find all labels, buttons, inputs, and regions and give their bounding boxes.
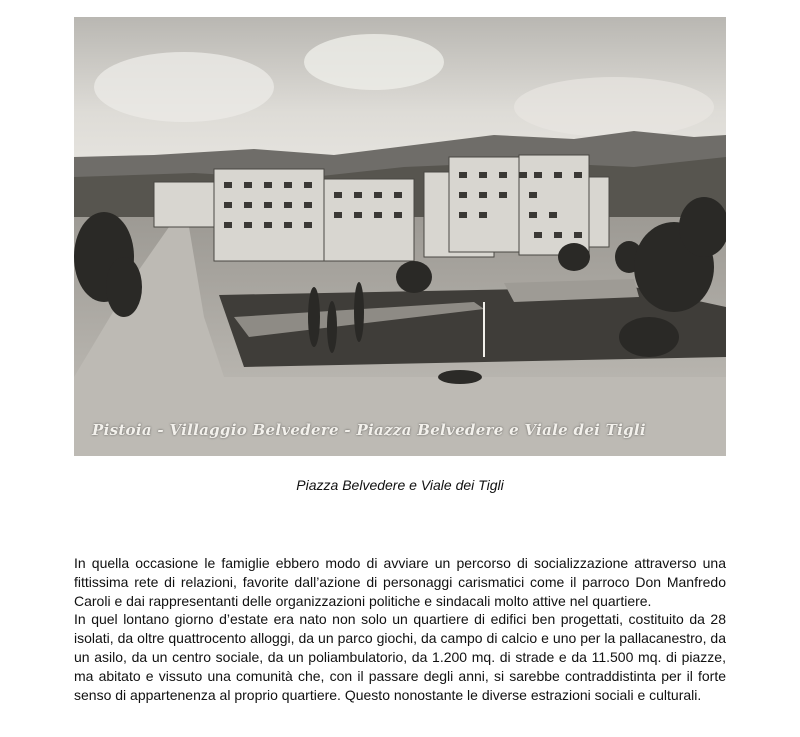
- paragraph-1: In quella occasione le famiglie ebbero modo di avviare un percorso di socializzazione attraverso una fittissima rete di relazioni, favorite dall’azione di personaggi carismatici come il parroco Don Manfredo Caroli e dai rappresentanti delle organizzazioni politiche e sindacali molto attive nel quartiere.: [74, 555, 726, 609]
- figure-caption: Piazza Belvedere e Viale dei Tigli: [296, 477, 504, 493]
- postcard-illustration: [74, 17, 726, 456]
- postcard-overlay-caption: Pistoia - Villaggio Belvedere - Piazza Belvedere e Viale dei Tigli: [92, 421, 646, 439]
- paragraph-2: In quel lontano giorno d’estate era nato non solo un quartiere di edifici ben progettati, costituito da 28 isolati, da oltre quattrocento alloggi, da un parco giochi, da campo di calcio e uno per la pallacanestro, da un asilo, da un centro sociale, da un poliambulatorio, da 1.200 mq. di strade e da 11.500 mq. di piazze, ma abitato e vissuto una comunità che, con il passare degli anni, si sarebbe contraddistinta per il forte senso di appartenenza al proprio quartiere. Questo nonostante le diverse estrazioni sociali e culturali.: [74, 611, 726, 703]
- body-text: [74, 554, 726, 704]
- vintage-postcard-photo: [74, 17, 726, 456]
